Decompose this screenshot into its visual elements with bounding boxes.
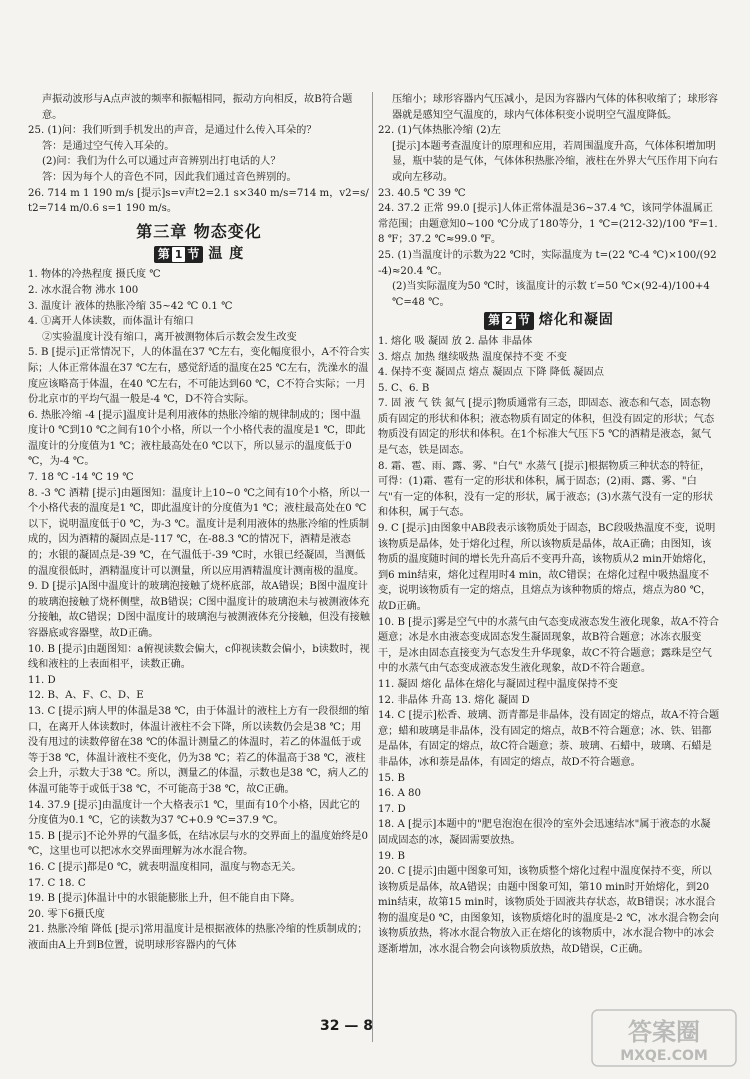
answer-line: 答：因为每个人的音色不同，因此我们通过音色辨别的。: [42, 171, 297, 183]
answer-line: (2)问：我们为什么可以通过声音辨别出打电话的人？: [42, 156, 281, 168]
left-column: [28, 92, 370, 953]
answer-line: 20. 零下6摄氏度: [28, 908, 105, 920]
answer-line: 6. 热胀冷缩 -4 [提示]温度计是利用液体的热胀冷缩的规律制成的；图中温度计0 ℃到10 ℃之间有10个小格，所以一个小格代表的温度是1 ℃，即此温度计的分度值为1 ℃；液柱最高处在0 ℃以下，所以显示的温度低于0 ℃，为-4 ℃。: [28, 409, 366, 468]
answer-line: 24. 37.2 正常 99.0 [提示]人体正常体温是36~37.4 ℃，该同学体温属正常范围；由题意知0~100 ℃分成了180等分，1 ℃=(212-32)/100 ℉=1.8 ℉；37.2 ℃≈99.0 ℉。: [378, 203, 718, 246]
answer-line: 14. 37.9 [提示]由温度计一个大格表示1 ℃，里面有10个小格，因此它的分度值为0.1 ℃，它的读数为37 ℃+0.9 ℃=37.9 ℃。: [28, 799, 360, 827]
answer-line: 9. D [提示]A图中温度计的玻璃泡接触了烧杯底部，故A错误；B图中温度计的玻璃泡接触了烧杯侧壁，故B错误；C图中温度计的玻璃泡未与被测液体充分接触，故C错误；D图中温度计的玻璃泡与被测液体充分接触，但没有接触容器底或容器壁，故D正确。: [28, 581, 370, 639]
answer-line: 5. C、6. B: [378, 382, 430, 394]
answer-line: 压缩小；球形容器内气压减小，是因为容器内气体的体积收缩了；球形容器就是感知空气温度的，球内气体体积变小说明空气温度降低。: [392, 94, 718, 121]
answer-line: 8. 霜、雹、雨、露、雾、"白气" 水蒸气 [提示]根据物质三种状态的特征，可得：(1)霜、雹有一定的形状和体积，属于固态；(2)雨、露、雾、"白气"有一定的体积，没有一定的形状，属于液态；(3)水蒸气没有一定的形状和体积，属于气态。: [378, 460, 713, 519]
section-title: 温 度: [208, 245, 245, 262]
answer-line: 13. C [提示]病人甲的体温是38 ℃，由于体温计的液柱上方有一段很细的缩口，在离开人体读数时，体温计液柱不会下降，所以读数仍会是38 ℃；用没有甩过的读数停留在38 ℃的体温计测量乙的体温时，若乙的体温低于或等于38 ℃，体温计液柱不变化，仍为38 ℃；若乙的体温高于38 ℃，液柱会上升，示数大于38 ℃。所以，测量乙的体温，示数也是38 ℃，病人乙的体温可能等于或低于38 ℃，不可能高于38 ℃，故C正确。: [28, 705, 370, 795]
answer-line: 1. 熔化 吸 凝固 放 2. 晶体 非晶体: [378, 335, 533, 347]
answer-line: 4. 保持不变 凝固点 熔点 凝固点 下降 降低 凝固点: [378, 367, 604, 379]
answer-line: 20. C [提示]由题中图象可知，该物质整个熔化过程中温度保持不变，所以该物质是晶体，故A错误；由题中图象可知，第10 min时开始熔化，到20 min结束，故第15 min时，该物质处于固液共存状态，故B错误；冰水混合物的温度是0 ℃，由图象知，该物质熔化时的温度是-2 ℃，冰水混合物会向该物质放热，将冰水混合物放入正在熔化的该物质中，冰水混合物中的冰会逐渐增加，冰水混合物会向该物质放热，故D错误，C正确。: [378, 866, 720, 956]
answer-line: 15. B: [378, 772, 405, 784]
answer-line: 21. 热胀冷缩 降低 [提示]常用温度计是根据液体的热胀冷缩的性质制成的；液面由A上升到B位置，说明球形容器内的气体: [28, 924, 368, 951]
answer-line: 17. D: [378, 803, 406, 815]
section-badge: [484, 312, 534, 330]
answer-line: 26. 714 m 1 190 m/s [提示]s=v声t2=2.1 s×340 m/s=714 m，v2=s/t2=714 m/0.6 s=1 190 m/s。: [28, 187, 369, 215]
answer-line: 8. -3 ℃ 酒精 [提示]由题图知：温度计上10~0 ℃之间有10个小格，所以一个小格代表的温度是1 ℃，即此温度计的分度值为1 ℃；液柱最高处在0 ℃以下，说明温度低于0 ℃，为-3 ℃。温度计是利用液体的热胀冷缩的性质制成的，因为酒精的凝固点是-117 ℃，在-88.3 ℃的情况下，酒精是液态的；水银的凝固点是-39 ℃，在气温低于-39 ℃时，水银已经凝固，当测低的温度很低时，酒精温度计可以测量，所以应用酒精温度计测南极的温度。: [28, 487, 370, 577]
answer-line: 15. B [提示]不论外界的气温多低，在结冰层与水的交界面上的温度始终是0 ℃，这里也可以把冰水交界面理解为冰水混合物。: [28, 830, 369, 858]
answer-line: 11. D: [28, 674, 56, 686]
answer-line: 9. C [提示]由图象中AB段表示该物质处于固态，BC段吸热温度不变，说明该物质是晶体，处于熔化过程，所以该物质是晶体，故A正确；由图知，该物质的温度随时间的增长先升高后不变再升高，该物质从2 min开始熔化，到6 min结束，熔化过程用时4 min，故C错误；在熔化过程中吸热温度不变，说明该物质有一定的熔点，且熔点为该种物质的熔点，熔点为80 ℃，故D正确。: [378, 523, 716, 612]
answer-line: 12. 非晶体 升高 13. 熔化 凝固 D: [378, 694, 530, 706]
answer-line: 16. C [提示]都是0 ℃，就表明温度相同，温度与物态无关。: [28, 861, 302, 873]
column-divider: [372, 92, 373, 1042]
answer-line: 19. B: [378, 850, 405, 862]
section-heading: [378, 312, 720, 330]
answer-line: 25. (1)问：我们听到手机发出的声音，是通过什么传入耳朵的？: [28, 125, 317, 137]
answer-line: 7. 固 液 气 铁 氮气 [提示]物质通常有三态，即固态、液态和气态，固态物质有固定的形状和体积；液态物质有固定的体积，但没有固定的形状；气态物质没有固定的形状和体积。在1个标准大气压下5 ℃的酒精是液态，氮气是气态，铁是固态。: [378, 398, 715, 457]
chapter-title: 第三章 物态变化: [136, 221, 262, 241]
watermark-subtext: MXQE.COM: [620, 1048, 708, 1064]
answer-line: 答：是通过空气传入耳朵的。: [42, 140, 175, 152]
section-badge: [154, 246, 204, 264]
right-column: [378, 92, 720, 958]
section-badge-number: 2: [502, 313, 516, 329]
answer-line: 1. 物体的冷热程度 摄氏度 ℃: [28, 269, 161, 281]
answer-line: 14. C [提示]松香、玻璃、沥青都是非晶体，没有固定的熔点，故A不符合题意；蜡和玻璃是非晶体，没有固定的熔点，故B不符合题意；冰、铁、铝都是晶体，有固定的熔点，故C符合题意；萘、玻璃、石蜡中，玻璃、石蜡是非晶体，冰和萘是晶体，有固定的熔点，故D不符合题意。: [378, 710, 720, 768]
answer-line: 3. 温度计 液体的热胀冷缩 35~42 ℃ 0.1 ℃: [28, 300, 233, 312]
answer-line: 2. 冰水混合物 沸水 100: [28, 284, 139, 296]
section-badge-suffix: 节: [187, 246, 200, 261]
answer-line: 12. B、A、F、C、D、E: [28, 690, 144, 702]
answer-line: 3. 熔点 加热 继续吸热 温度保持不变 不变: [378, 351, 567, 363]
section-badge-prefix: 第: [488, 313, 501, 328]
answer-line: 19. B [提示]体温计中的水银能膨胀上升，但不能自由下降。: [28, 893, 301, 905]
answer-line: [提示]本题考查温度计的原理和应用，若周围温度升高，气体体积增加明显，瓶中装的是气体，气体体积热胀冷缩，液柱在外界大气压作用下向右或向左移动。: [392, 140, 718, 183]
answer-line: 10. B [提示]雾是空气中的水蒸气由气态变成液态发生液化现象，故A不符合题意；冰是水由液态变成固态发生凝固现象，故B符合题意；冰冻衣服变干，是冰由固态直接变为气态发生升华现象，故C不符合题意；露珠是空气中的水蒸气由气态变成液态发生液化现象，故D不符合题意。: [378, 616, 719, 675]
section-heading: [28, 246, 370, 264]
answer-line: 5. B [提示]正常情况下，人的体温在37 ℃左右，变化幅度很小，A不符合实际；人体正常体温在37 ℃左右，感觉舒适的温度在25 ℃左右，洗澡水的温度应该略高于体温，在40 ℃左右，不可能达到60 ℃，C不符合实际；一月份北京市的平均气温一般是-4 ℃，D不符合实际。: [28, 347, 370, 406]
answer-line: 16. A 80: [378, 788, 421, 800]
answer-line: 18. A [提示]本题中的"肥皂泡泡在很冷的室外会迅速结冰"属于液态的水凝固成固态的冰，凝固需要放热。: [378, 819, 711, 846]
answer-line: 22. (1)气体热胀冷缩 (2)左: [378, 125, 501, 137]
answer-line: 7. 18 ℃ -14 ℃ 19 ℃: [28, 472, 134, 484]
watermark-text: 答案圈: [628, 1018, 700, 1046]
section-badge-prefix: 第: [157, 246, 170, 261]
answer-line: ②实验温度计没有缩口，离开被测物体后示数会发生改变: [42, 331, 297, 343]
section-badge-number: 1: [172, 247, 186, 263]
answer-line: 10. B [提示]由题图知：a俯视读数会偏大，c仰视读数会偏小，b读数时，视线和液柱的上表面相平，读数正确。: [28, 643, 370, 671]
answer-line: 25. (1)当温度计的示数为22 ℃时，实际温度为 t=(22 ℃-4 ℃)×100/(92-4)≈20.4 ℃。: [378, 249, 717, 277]
answer-line: 17. C 18. C: [28, 877, 86, 889]
page-number: 32 — 8: [320, 1018, 373, 1034]
answer-line: (2)当实际温度为50 ℃时，该温度计的示数 t′=50 ℃×(92-4)/100+4 ℃=48 ℃。: [392, 281, 710, 308]
section-badge-suffix: 节: [517, 313, 530, 328]
answer-line: 11. 凝固 熔化 晶体在熔化与凝固过程中温度保持不变: [378, 678, 618, 690]
section-title: 熔化和凝固: [538, 312, 614, 329]
watermark-logo: [590, 1008, 738, 1068]
answer-line: 声振动波形与A点声波的频率和振幅相同，振动方向相反，故B符合题意。: [42, 94, 353, 121]
answer-line: 23. 40.5 ℃ 39 ℃: [378, 187, 466, 199]
answer-line: 4. ①离开人体读数，而体温计有缩口: [28, 316, 194, 328]
